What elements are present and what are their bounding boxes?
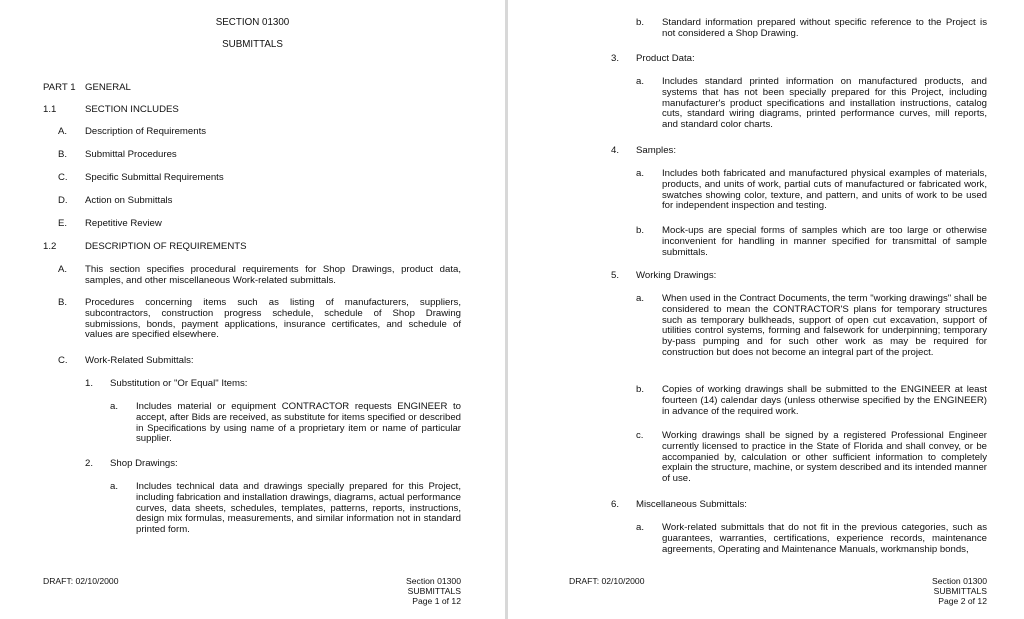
footer-title: SUBMITTALS	[407, 586, 461, 596]
item-title: Miscellaneous Submittals:	[636, 499, 747, 510]
item-title: Substitution or "Or Equal" Items:	[110, 378, 248, 389]
item-number: 3.	[611, 53, 620, 64]
subitem-letter: a.	[636, 76, 645, 87]
footer-right	[886, 576, 987, 606]
item-title: Shop Drawings:	[110, 458, 178, 469]
item-number: 4.	[611, 145, 620, 156]
paragraph-text: This section specifies procedural requirements for Shop Drawings, product data, samples, and other miscellaneous Work-related submittals.	[85, 264, 461, 286]
list-item: Description of Requirements	[85, 126, 207, 137]
subitem-text: Includes material or equipment CONTRACTOR requests ENGINEER to accept, after Bids are received, as substitute for items specified or described in Specifications by using name of a proprietary item or name of particular supplier.	[136, 401, 461, 445]
subitem-text: Copies of working drawings shall be submitted to the ENGINEER at least fourteen (14) calendar days (unless otherwise specified by the ENGINEER) in advance of the required work.	[662, 384, 987, 417]
list-item: Action on Submittals	[85, 195, 173, 206]
subitem-letter: b.	[636, 384, 645, 395]
paragraph-letter: B.	[58, 297, 68, 308]
part-number: PART 1	[43, 82, 76, 93]
subitem-text: Includes both fabricated and manufactured physical examples of materials, products, and units of work, partial cuts of manufactured or fabricated work, swatches showing color, texture, and pattern, and units of work to be used for independent inspection and testing.	[662, 168, 987, 212]
item-number: 5.	[611, 270, 620, 281]
subitem-text: When used in the Contract Documents, the term "working drawings" shall be considered to mean the CONTRACTOR'S plans for temporary structures such as temporary bulkheads, support of open cut excavation, support of utilities control systems, forming and falsework for underpinning; temporary by-pass pumping and for such other work as may be required for construction but does not become an integral part of the project.	[662, 293, 987, 358]
document-page-1	[0, 0, 505, 619]
subitem-text: Includes standard printed information on manufactured products, and systems that has not been specially prepared for this Project, including manufacturer's product specifications and installation instructions, catalog cuts, standard wiring diagrams, printed performance curves, mill reports, and standard color charts.	[662, 76, 987, 131]
list-item: Submittal Procedures	[85, 149, 177, 160]
item-title: Product Data:	[636, 53, 695, 64]
footer-title: SUBMITTALS	[933, 586, 987, 596]
subitem-letter: b.	[636, 225, 645, 236]
footer-page-number: Page 1 of 12	[412, 596, 461, 606]
article-number: 1.2	[43, 241, 57, 252]
subitem-letter: b.	[636, 17, 645, 28]
list-letter: E.	[58, 218, 68, 229]
subitem-letter: a.	[110, 401, 119, 412]
footer-right	[360, 576, 461, 606]
article-title: DESCRIPTION OF REQUIREMENTS	[85, 241, 247, 252]
subitem-letter: a.	[636, 168, 645, 179]
list-letter: A.	[58, 126, 68, 137]
paragraph-letter: C.	[58, 355, 68, 366]
article-title: SECTION INCLUDES	[85, 104, 179, 115]
paragraph-letter: A.	[58, 264, 68, 275]
subitem-text: Standard information prepared without specific reference to the Project is not considered a Shop Drawing.	[662, 17, 987, 39]
item-title: Working Drawings:	[636, 270, 717, 281]
document-page-2	[508, 0, 1024, 619]
item-title: Samples:	[636, 145, 676, 156]
footer-section: Section 01300	[932, 576, 987, 586]
part-title: GENERAL	[85, 82, 131, 93]
subitem-text: Includes technical data and drawings specially prepared for this Project, including fabrication and installation drawings, diagrams, actual performance curves, data sheets, schedules, templates, patterns, reports, instructions, design mix formulas, measurements, and similar information not in standard printed form.	[136, 481, 461, 536]
list-letter: D.	[58, 195, 68, 206]
list-item: Specific Submittal Requirements	[85, 172, 224, 183]
footer-page-number: Page 2 of 12	[938, 596, 987, 606]
list-letter: B.	[58, 149, 68, 160]
subitem-letter: a.	[636, 293, 645, 304]
list-item: Repetitive Review	[85, 218, 162, 229]
paragraph-text: Procedures concerning items such as listing of manufacturers, suppliers, subcontractors, construction progress schedule, schedule of Shop Drawing submissions, bonds, payment applications, insurance certificates, and schedule of values are specified elsewhere.	[85, 297, 461, 341]
subitem-letter: a.	[636, 522, 645, 533]
subitem-text: Mock-ups are special forms of samples which are too large or otherwise inconvenient for handling in manner specified for transmittal of sample submittals.	[662, 225, 987, 258]
paragraph-text: Work-Related Submittals:	[85, 355, 194, 366]
section-title: SUBMITTALS	[222, 39, 283, 50]
item-number: 2.	[85, 458, 94, 469]
subitem-letter: a.	[110, 481, 119, 492]
subitem-text: Work-related submittals that do not fit in the previous categories, such as guarantees, warranties, certifications, experience records, maintenance agreements, Operating and Maintenance Manuals, workmanship bonds,	[662, 522, 987, 555]
list-letter: C.	[58, 172, 68, 183]
subitem-letter: c.	[636, 430, 644, 441]
item-number: 6.	[611, 499, 620, 510]
section-number: SECTION 01300	[215, 17, 290, 28]
subitem-text: Working drawings shall be signed by a registered Professional Engineer currently licensed to practice in the State of Florida and shall convey, or be accompanied by, calculation or other sufficient information to completely explain the structure, machine, or system described and its intended manner of use.	[662, 430, 987, 485]
footer-section: Section 01300	[406, 576, 461, 586]
footer-draft-date: DRAFT: 02/10/2000	[569, 576, 645, 586]
footer-draft-date: DRAFT: 02/10/2000	[43, 576, 119, 586]
article-number: 1.1	[43, 104, 57, 115]
item-number: 1.	[85, 378, 94, 389]
